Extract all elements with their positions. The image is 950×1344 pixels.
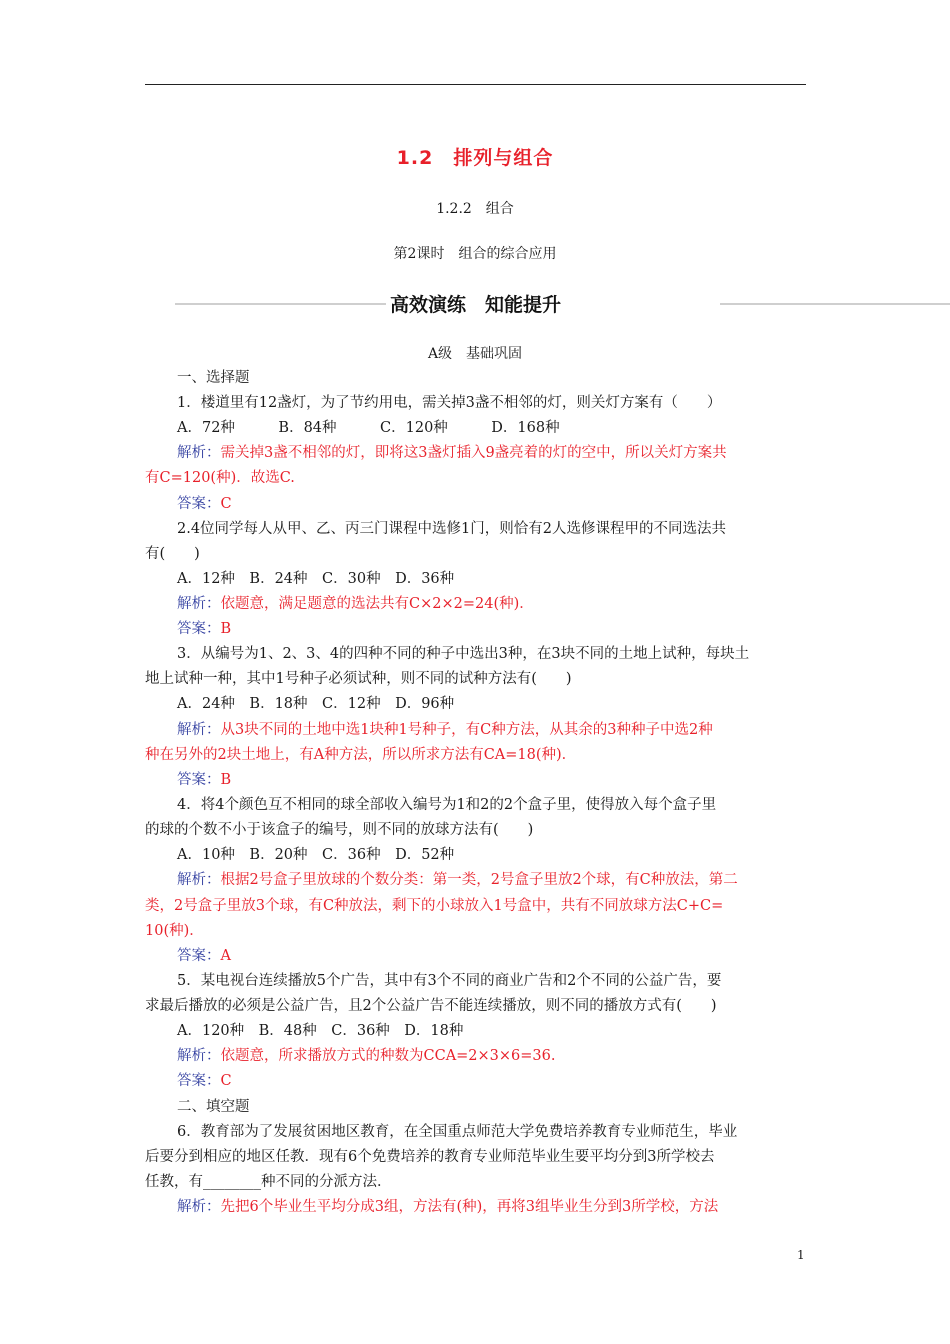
q4-analysis-line2: 类，2号盒子里放3个球，有C种放法，剩下的小球放入1号盒中，共有不同放球方法C+C= (145, 898, 724, 914)
q2-answer (177, 619, 838, 639)
q4-options: A．10种 B．20种 C．36种 D．52种 (177, 847, 455, 863)
analysis-label: 解析： (177, 722, 221, 738)
level-heading: A级 基础巩固 (427, 346, 523, 362)
answer-label: 答案： (177, 772, 221, 788)
answer-label: 答案： (177, 1073, 221, 1089)
page-number: 1 (797, 1248, 805, 1262)
q5-options: A．120种 B．48种 C．36种 D．18种 (177, 1023, 464, 1039)
analysis-label: 解析： (177, 596, 221, 612)
q3-answer (177, 770, 838, 790)
analysis-text: 依题意，所求播放方式的种数为CCA=2×3×6=36. (220, 1048, 556, 1064)
section-fill-heading: 二、填空题 (177, 1099, 250, 1115)
section-choice-heading: 一、选择题 (177, 370, 250, 386)
q3-stem-line2: 地上试种一种，其中1号种子必须试种，则不同的试种方法有( ) (145, 671, 572, 687)
answer-label: 答案： (177, 621, 221, 637)
q1-analysis-line2: 有C=120(种)．故选C. (145, 470, 295, 486)
answer-value: A (220, 948, 231, 964)
q1-analysis-line1 (177, 443, 838, 463)
q3-analysis-line2: 种在另外的2块土地上，有A种方法，所以所求方法有CA=18(种)． (145, 747, 577, 763)
banner-text: 高效演练 知能提升 (386, 294, 565, 316)
analysis-text: 先把6个毕业生平均分成3组，方法有(种)，再将3组毕业生分到3所学校，方法 (220, 1199, 719, 1215)
answer-value: B (220, 621, 232, 637)
analysis-text: 需关掉3盏不相邻的灯，即将这3盏灯插入9盏亮着的灯的空中，所以关灯方案共 (220, 445, 727, 461)
analysis-label: 解析： (177, 445, 221, 461)
q5-stem-line1: 5．某电视台连续播放5个广告，其中有3个不同的商业广告和2个不同的公益广告，要 (177, 973, 722, 989)
analysis-label: 解析： (177, 1199, 221, 1215)
q1-options: A．72种 B．84种 C．120种 D．168种 (177, 420, 560, 436)
lesson-title: 第2课时 组合的综合应用 (393, 246, 557, 262)
q3-options: A．24种 B．18种 C．12种 D．96种 (177, 696, 455, 712)
answer-value: C (220, 496, 232, 512)
answer-label: 答案： (177, 948, 221, 964)
q4-analysis-line3: 10(种)． (145, 923, 204, 939)
analysis-label: 解析： (177, 872, 221, 888)
q5-analysis-line1 (177, 1046, 838, 1066)
answer-value: C (220, 1073, 232, 1089)
q3-analysis-line1 (177, 720, 838, 740)
q6-stem-line1: 6．教育部为了发展贫困地区教育，在全国重点师范大学免费培养教育专业师范生，毕业 (177, 1124, 738, 1140)
q1-answer (177, 494, 838, 514)
analysis-text: 依题意，满足题意的选法共有C×2×2=24(种)． (220, 596, 534, 612)
q2-analysis-line1 (177, 594, 838, 614)
analysis-text: 根据2号盒子里放球的个数分类：第一类，2号盒子里放2个球，有C种放法，第二 (220, 872, 738, 888)
q4-answer (177, 946, 838, 966)
section-title: 1.2 排列与组合 (396, 147, 554, 169)
practice-banner (145, 290, 806, 318)
answer-label: 答案： (177, 496, 221, 512)
answer-value: B (220, 772, 232, 788)
q2-options: A．12种 B．24种 C．30种 D．36种 (177, 571, 455, 587)
header-rule (145, 84, 806, 85)
subsection-title: 1.2.2 组合 (436, 201, 514, 217)
analysis-label: 解析： (177, 1048, 221, 1064)
q4-stem-line1: 4．将4个颜色互不相同的球全部收入编号为1和2的2个盒子里，使得放入每个盒子里 (177, 797, 717, 813)
analysis-text: 从3块不同的土地中选1块种1号种子，有C种方法，从其余的3种种子中选2种 (220, 722, 713, 738)
q6-analysis-line1 (177, 1197, 838, 1217)
q4-analysis-line1 (177, 870, 838, 890)
q2-stem-line1: 2.4位同学每人从甲、乙、丙三门课程中选修1门，则恰有2人选修课程甲的不同选法共 (177, 521, 727, 537)
q3-stem-line1: 3．从编号为1、2、3、4的四种不同的种子中选出3种，在3块不同的土地上试种，每块土 (177, 646, 750, 662)
q6-stem-line3: 任教，有________种不同的分派方法． (145, 1174, 392, 1190)
q2-stem-line2: 有( ) (145, 546, 200, 562)
q5-stem-line2: 求最后播放的必须是公益广告，且2个公益广告不能连续播放，则不同的播放方式有( ) (145, 998, 717, 1014)
q1-stem: 1．楼道里有12盏灯，为了节约用电，需关掉3盏不相邻的灯，则关灯方案有（ ） (177, 395, 722, 411)
q4-stem-line2: 的球的个数不小于该盒子的编号，则不同的放球方法有( ) (145, 822, 534, 838)
q6-stem-line2: 后要分到相应的地区任教．现有6个免费培养的教育专业师范毕业生要平均分到3所学校去 (145, 1149, 715, 1165)
q5-answer (177, 1071, 838, 1091)
